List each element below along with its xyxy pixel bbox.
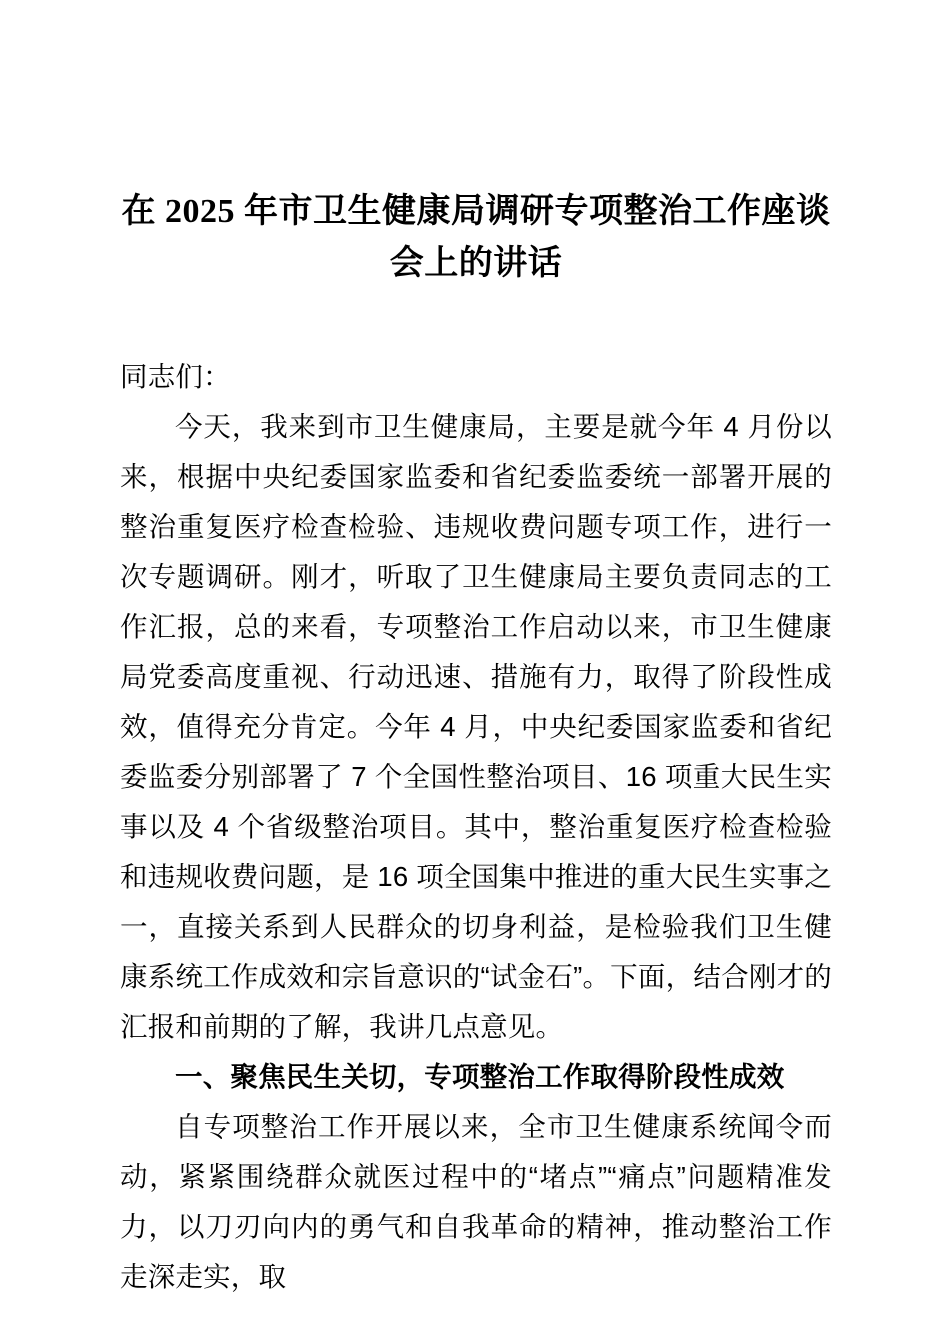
intro-paragraph: 今天，我来到市卫生健康局，主要是就今年 4 月份以来，根据中央纪委国家监委和省纪委监委统一部署开展的整治重复医疗检查检验、违规收费问题专项工作，进行一次专题调研。刚才，听取了卫生健康局主要负责同志的工作汇报，总的来看，专项整治工作启动以来，市卫生健康局党委高度重视、行动迅速、措施有力，取得了阶段性成效，值得充分肯定。今年 4 月，中央纪委国家监委和省纪委监委分别部署了 7 个全国性整治项目、16 项重大民生实事以及 4 个省级整治项目。其中，整治重复医疗检查检验和违规收费问题，是 16 项全国集中推进的重大民生实事之一，直接关系到人民群众的切身利益，是检验我们卫生健康系统工作成效和宗旨意识的“试金石”。下面，结合刚才的汇报和前期的了解，我讲几点意见。 [120,411,832,1042]
salutation: 同志们： [120,361,231,392]
page-title: 在 2025 年市卫生健康局调研专项整治工作座谈会上的讲话 [121,193,831,282]
section-one-paragraph-one: 自专项整治工作开展以来，全市卫生健康系统闻令而动，紧紧围绕群众就医过程中的“堵点”“痛点”问题精准发力，以刀刃向内的勇气和自我革命的精神，推动整治工作走深走实，取 [120,1111,832,1292]
section-heading-one: 一、聚焦民生关切，专项整治工作取得阶段性成效 [175,1061,785,1092]
document-body [120,0,832,1302]
